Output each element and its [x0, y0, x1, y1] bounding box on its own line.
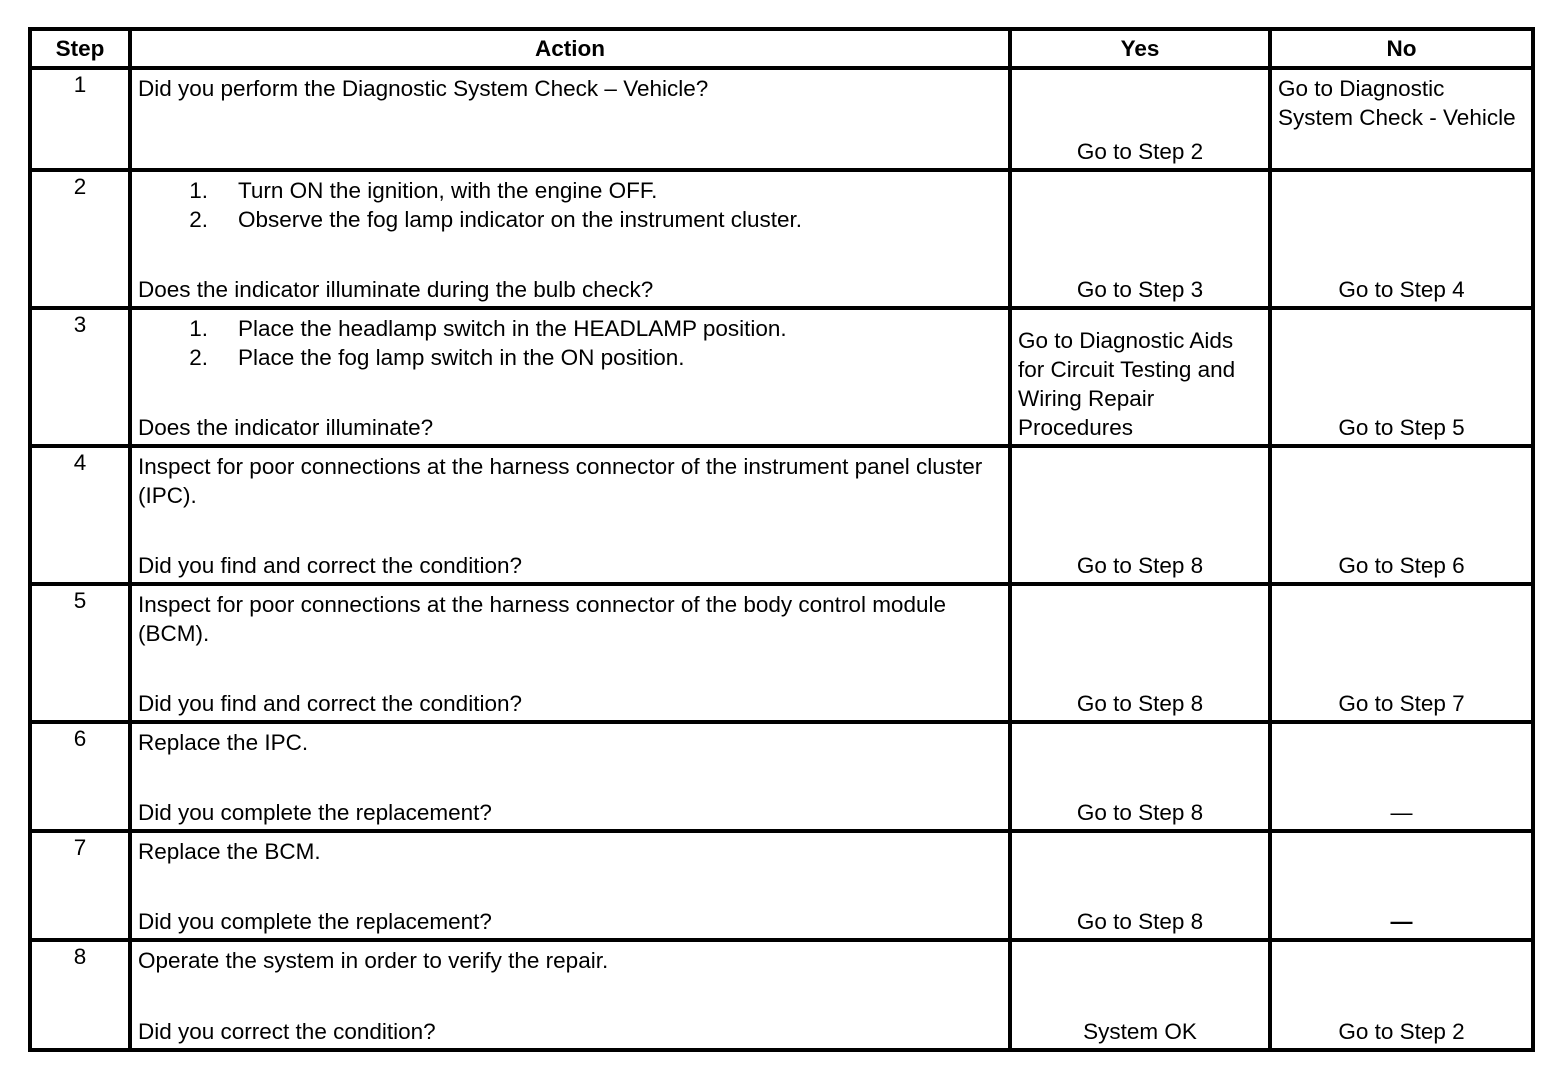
yes-cell — [1010, 170, 1270, 308]
yes-cell — [1010, 722, 1270, 831]
yes-cell — [1010, 308, 1270, 446]
instruction-text: Inspect for poor connections at the harness connector of the instrument panel cluster (IPC). — [138, 454, 983, 508]
table-row — [30, 446, 1533, 584]
no-text: Go to Step 5 — [1338, 415, 1465, 440]
table-row — [30, 722, 1533, 831]
yes-text: Go to Step 8 — [1076, 553, 1204, 578]
action-cell — [130, 722, 1010, 831]
yes-cell — [1010, 68, 1270, 170]
no-cell — [1270, 584, 1533, 722]
no-text: Go to Diagnostic System Check - Vehicle — [1278, 76, 1516, 130]
header-yes: Yes — [1010, 29, 1270, 68]
instruction-text: Replace the IPC. — [138, 730, 309, 755]
table-row — [30, 940, 1533, 1050]
question-text: Did you find and correct the condition? — [138, 691, 522, 716]
no-cell — [1270, 68, 1533, 170]
yes-text: Go to Step 2 — [1076, 139, 1204, 164]
table-row — [30, 831, 1533, 940]
header-action: Action — [130, 29, 1010, 68]
no-text: — — [1390, 800, 1413, 825]
no-cell — [1270, 831, 1533, 940]
yes-text: Go to Step 3 — [1076, 277, 1204, 302]
no-cell — [1270, 722, 1533, 831]
question-text: Did you find and correct the condition? — [138, 553, 522, 578]
header-row — [30, 29, 1533, 68]
yes-cell — [1010, 940, 1270, 1050]
action-cell — [130, 831, 1010, 940]
yes-cell — [1010, 446, 1270, 584]
yes-cell — [1010, 831, 1270, 940]
list-item: 2. Observe the fog lamp indicator on the instrument cluster. — [189, 207, 803, 232]
step-number: 1 — [30, 68, 130, 170]
yes-text: Go to Diagnostic Aids for Circuit Testing and Wiring Repair Procedures — [1018, 328, 1236, 440]
no-cell — [1270, 940, 1533, 1050]
no-text: Go to Step 4 — [1338, 277, 1465, 302]
step-number: 7 — [30, 831, 130, 940]
table-row — [30, 68, 1533, 170]
action-cell — [130, 68, 1010, 170]
step-number: 5 — [30, 584, 130, 722]
instruction-text: Operate the system in order to verify the repair. — [138, 948, 609, 973]
step-number: 3 — [30, 308, 130, 446]
yes-text: System OK — [1083, 1019, 1197, 1044]
step-number: 2 — [30, 170, 130, 308]
action-text: Did you perform the Diagnostic System Check – Vehicle? — [138, 76, 709, 101]
action-cell — [130, 940, 1010, 1050]
substep-list — [138, 314, 1002, 372]
list-item: 1. Turn ON the ignition, with the engine OFF. — [189, 178, 658, 203]
yes-cell — [1010, 584, 1270, 722]
table-row — [30, 170, 1533, 308]
question-text: Did you complete the replacement? — [138, 800, 492, 825]
substep-list — [138, 176, 1002, 234]
action-cell — [130, 446, 1010, 584]
header-step: Step — [30, 29, 130, 68]
diagnostic-table — [28, 27, 1535, 1052]
question-text: Did you correct the condition? — [138, 1019, 436, 1044]
question-text: Did you complete the replacement? — [138, 909, 492, 934]
header-no: No — [1270, 29, 1533, 68]
yes-text: Go to Step 8 — [1076, 691, 1204, 716]
step-number: 8 — [30, 940, 130, 1050]
action-cell — [130, 170, 1010, 308]
no-text: — — [1390, 909, 1413, 934]
instruction-text: Replace the BCM. — [138, 839, 321, 864]
list-item: 1. Place the headlamp switch in the HEADLAMP position. — [189, 316, 787, 341]
action-cell — [130, 308, 1010, 446]
yes-text: Go to Step 8 — [1076, 800, 1204, 825]
list-item: 2. Place the fog lamp switch in the ON position. — [189, 345, 685, 370]
no-text: Go to Step 6 — [1338, 553, 1465, 578]
instruction-text: Inspect for poor connections at the harness connector of the body control module (BCM). — [138, 592, 946, 646]
no-cell — [1270, 170, 1533, 308]
table-row — [30, 584, 1533, 722]
no-cell — [1270, 446, 1533, 584]
step-number: 4 — [30, 446, 130, 584]
question-text: Does the indicator illuminate? — [138, 415, 434, 440]
yes-text: Go to Step 8 — [1076, 909, 1204, 934]
no-cell — [1270, 308, 1533, 446]
action-cell — [130, 584, 1010, 722]
no-text: Go to Step 7 — [1338, 691, 1465, 716]
no-text: Go to Step 2 — [1338, 1019, 1465, 1044]
question-text: Does the indicator illuminate during the bulb check? — [138, 277, 654, 302]
step-number: 6 — [30, 722, 130, 831]
table-row — [30, 308, 1533, 446]
